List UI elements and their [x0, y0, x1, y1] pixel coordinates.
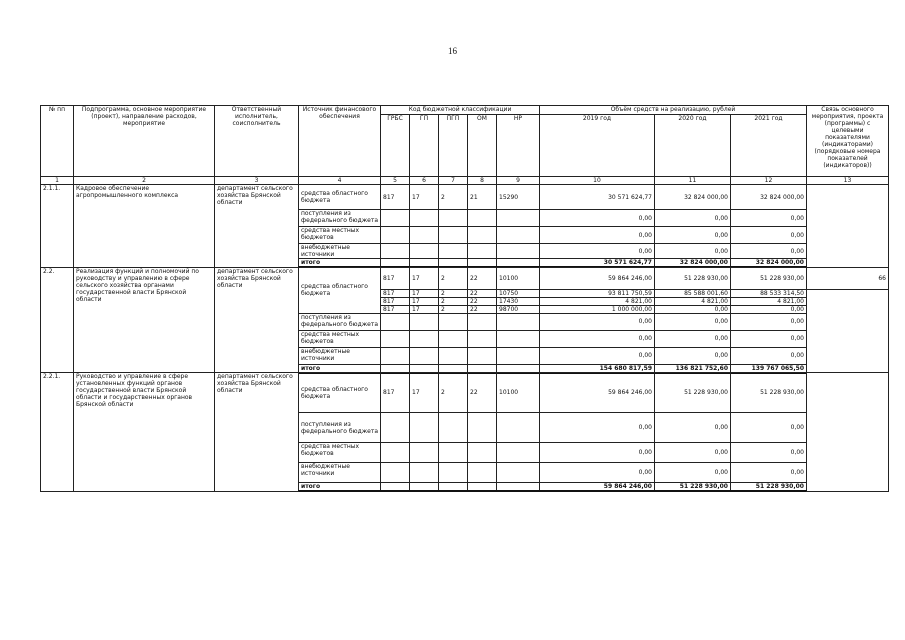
cell-grbs: 817 — [381, 305, 410, 313]
cell-2020: 0,00 — [655, 210, 731, 227]
cell-2019: 0,00 — [540, 210, 655, 227]
source-federal: поступления из федерального бюджета — [299, 413, 381, 443]
cell-2020: 0,00 — [655, 330, 731, 347]
source-extra: внебюджетные источники — [299, 244, 381, 259]
table-row — [41, 267, 889, 289]
cell-pgp: 2 — [439, 297, 468, 305]
cell-np: 15290 — [497, 185, 540, 210]
cell-2020: 0,00 — [655, 227, 731, 244]
cell-2019: 0,00 — [540, 347, 655, 364]
column-number: 9 — [497, 177, 540, 185]
cell-np: 17430 — [497, 297, 540, 305]
column-number: 2 — [74, 177, 215, 185]
column-number: 8 — [468, 177, 497, 185]
cell-pgp: 2 — [439, 289, 468, 297]
cell-2019: 1 000 000,00 — [540, 305, 655, 313]
block-number: 2.2.1. — [41, 373, 74, 492]
header-volume: Объём средств на реализацию, рублей — [540, 106, 807, 115]
column-number: 7 — [439, 177, 468, 185]
column-number: 5 — [381, 177, 410, 185]
cell-2021: 51 228 930,00 — [731, 373, 807, 413]
cell-2020: 0,00 — [655, 347, 731, 364]
cell-np: 10100 — [497, 373, 540, 413]
column-number: 6 — [410, 177, 439, 185]
cell-total-2019: 154 680 817,59 — [540, 364, 655, 373]
source-regional: средства областного бюджета — [299, 185, 381, 210]
cell-2021: 51 228 930,00 — [731, 267, 807, 289]
cell-2021: 0,00 — [731, 313, 807, 330]
header-2019: 2019 год — [540, 115, 655, 177]
header-pgp: ПГП — [439, 115, 468, 177]
cell-2020: 51 228 930,00 — [655, 373, 731, 413]
source-local: средства местных бюджетов — [299, 443, 381, 463]
block-responsible: департамент сельского хозяйства Брянской области — [215, 185, 299, 268]
cell-2020: 32 824 000,00 — [655, 185, 731, 210]
block-name: Руководство и управление в сфере установленных функций органов государственной власти Брянской области и государственных органов Брянской области — [74, 373, 215, 492]
header-budget-code: Код бюджетной классификации — [381, 106, 540, 115]
cell-2021: 88 533 314,50 — [731, 289, 807, 297]
block-responsible: департамент сельского хозяйства Брянской области — [215, 267, 299, 373]
source-total: итого — [299, 364, 381, 373]
cell-np: 10750 — [497, 289, 540, 297]
block-number: 2.1.1. — [41, 185, 74, 268]
cell-pgp: 2 — [439, 373, 468, 413]
cell-om: 22 — [468, 373, 497, 413]
source-extra: внебюджетные источники — [299, 347, 381, 364]
cell-2020: 0,00 — [655, 305, 731, 313]
block-number: 2.2. — [41, 267, 74, 373]
cell-grbs: 817 — [381, 289, 410, 297]
header-om: ОМ — [468, 115, 497, 177]
cell-2021: 0,00 — [731, 244, 807, 259]
source-regional: средства областного бюджета — [299, 267, 381, 313]
cell-om: 22 — [468, 267, 497, 289]
cell-om: 22 — [468, 305, 497, 313]
cell-2020: 85 588 001,60 — [655, 289, 731, 297]
cell-np: 10100 — [497, 267, 540, 289]
cell-total-2019: 59 864 246,00 — [540, 483, 655, 492]
source-total: итого — [299, 483, 381, 492]
page-number: 16 — [448, 46, 457, 56]
cell-gp: 17 — [410, 185, 439, 210]
cell-gp: 17 — [410, 297, 439, 305]
cell-2020: 0,00 — [655, 463, 731, 483]
cell-om: 22 — [468, 289, 497, 297]
cell-2019: 0,00 — [540, 227, 655, 244]
header-grbs: ГРБС — [381, 115, 410, 177]
block-2-2 — [41, 267, 889, 373]
cell-2021: 0,00 — [731, 443, 807, 463]
cell-2019: 59 864 246,00 — [540, 267, 655, 289]
cell-gp: 17 — [410, 267, 439, 289]
column-number: 4 — [299, 177, 381, 185]
cell-2021: 0,00 — [731, 413, 807, 443]
cell-total-2021: 51 228 930,00 — [731, 483, 807, 492]
cell-gp: 17 — [410, 373, 439, 413]
cell-2019: 0,00 — [540, 330, 655, 347]
cell-2019: 0,00 — [540, 463, 655, 483]
budget-table — [40, 105, 889, 492]
cell-total-2020: 51 228 930,00 — [655, 483, 731, 492]
header-gp: ГП — [410, 115, 439, 177]
cell-2021: 4 821,00 — [731, 297, 807, 305]
cell-om: 22 — [468, 297, 497, 305]
cell-total-2021: 139 767 065,50 — [731, 364, 807, 373]
source-federal: поступления из федерального бюджета — [299, 313, 381, 330]
column-number: 11 — [655, 177, 731, 185]
block-name: Реализация функций и полномочий по руководству и управлению в сфере сельского хозяйства органами государственной власти Брянской области — [74, 267, 215, 373]
block-responsible: департамент сельского хозяйства Брянской области — [215, 373, 299, 492]
cell-2019: 30 571 624,77 — [540, 185, 655, 210]
column-number: 10 — [540, 177, 655, 185]
cell-2020: 0,00 — [655, 244, 731, 259]
cell-np: 98700 — [497, 305, 540, 313]
table-row — [41, 373, 889, 413]
cell-2020: 0,00 — [655, 413, 731, 443]
cell-2021: 0,00 — [731, 347, 807, 364]
cell-link: 66 — [807, 267, 889, 289]
cell-total-2021: 32 824 000,00 — [731, 259, 807, 268]
header-np: НР — [497, 115, 540, 177]
cell-2019: 0,00 — [540, 443, 655, 463]
cell-gp: 17 — [410, 289, 439, 297]
cell-grbs: 817 — [381, 267, 410, 289]
header-2021: 2021 год — [731, 115, 807, 177]
block-name: Кадровое обеспечение агропромышленного комплекса — [74, 185, 215, 268]
column-number: 3 — [215, 177, 299, 185]
cell-2021: 32 824 000,00 — [731, 185, 807, 210]
cell-2019: 0,00 — [540, 413, 655, 443]
header-num: № пп — [41, 106, 74, 177]
table-header — [41, 106, 889, 185]
block-2-2-1 — [41, 373, 889, 492]
column-number: 1 — [41, 177, 74, 185]
cell-pgp: 2 — [439, 185, 468, 210]
cell-link — [807, 185, 889, 268]
cell-2019: 93 811 750,59 — [540, 289, 655, 297]
cell-2021: 0,00 — [731, 227, 807, 244]
cell-2019: 4 821,00 — [540, 297, 655, 305]
cell-2019: 0,00 — [540, 313, 655, 330]
column-number: 12 — [731, 177, 807, 185]
source-regional: средства областного бюджета — [299, 373, 381, 413]
header-program: Подпрограмма, основное мероприятие (проект), направление расходов, мероприятие — [74, 106, 215, 177]
source-total: итого — [299, 259, 381, 268]
header-responsible: Ответственный исполнитель, соисполнитель — [215, 106, 299, 177]
cell-pgp: 2 — [439, 267, 468, 289]
cell-grbs: 817 — [381, 373, 410, 413]
source-local: средства местных бюджетов — [299, 227, 381, 244]
header-source: Источник финансового обеспечения — [299, 106, 381, 177]
cell-2020: 4 821,00 — [655, 297, 731, 305]
table-row — [41, 185, 889, 210]
cell-2020: 0,00 — [655, 313, 731, 330]
header-2020: 2020 год — [655, 115, 731, 177]
cell-2021: 0,00 — [731, 210, 807, 227]
cell-grbs: 817 — [381, 185, 410, 210]
cell-om: 21 — [468, 185, 497, 210]
cell-2021: 0,00 — [731, 305, 807, 313]
cell-link — [807, 373, 889, 492]
cell-total-2019: 30 571 624,77 — [540, 259, 655, 268]
cell-2019: 0,00 — [540, 244, 655, 259]
cell-2020: 51 228 930,00 — [655, 267, 731, 289]
cell-2021: 0,00 — [731, 330, 807, 347]
column-number-row — [41, 177, 889, 185]
cell-link — [807, 289, 889, 373]
cell-total-2020: 136 821 752,60 — [655, 364, 731, 373]
source-federal: поступления из федерального бюджета — [299, 210, 381, 227]
cell-gp: 17 — [410, 305, 439, 313]
cell-2019: 59 864 246,00 — [540, 373, 655, 413]
block-2-1-1 — [41, 185, 889, 268]
source-extra: внебюджетные источники — [299, 463, 381, 483]
cell-total-2020: 32 824 000,00 — [655, 259, 731, 268]
cell-pgp: 2 — [439, 305, 468, 313]
cell-grbs: 817 — [381, 297, 410, 305]
cell-2021: 0,00 — [731, 463, 807, 483]
cell-2020: 0,00 — [655, 443, 731, 463]
column-number: 13 — [807, 177, 889, 185]
source-local: средства местных бюджетов — [299, 330, 381, 347]
header-link: Связь основного мероприятия, проекта (программы) с целевыми показателями (индикаторами) (порядковые номера показателей (индикаторов)) — [807, 106, 889, 177]
